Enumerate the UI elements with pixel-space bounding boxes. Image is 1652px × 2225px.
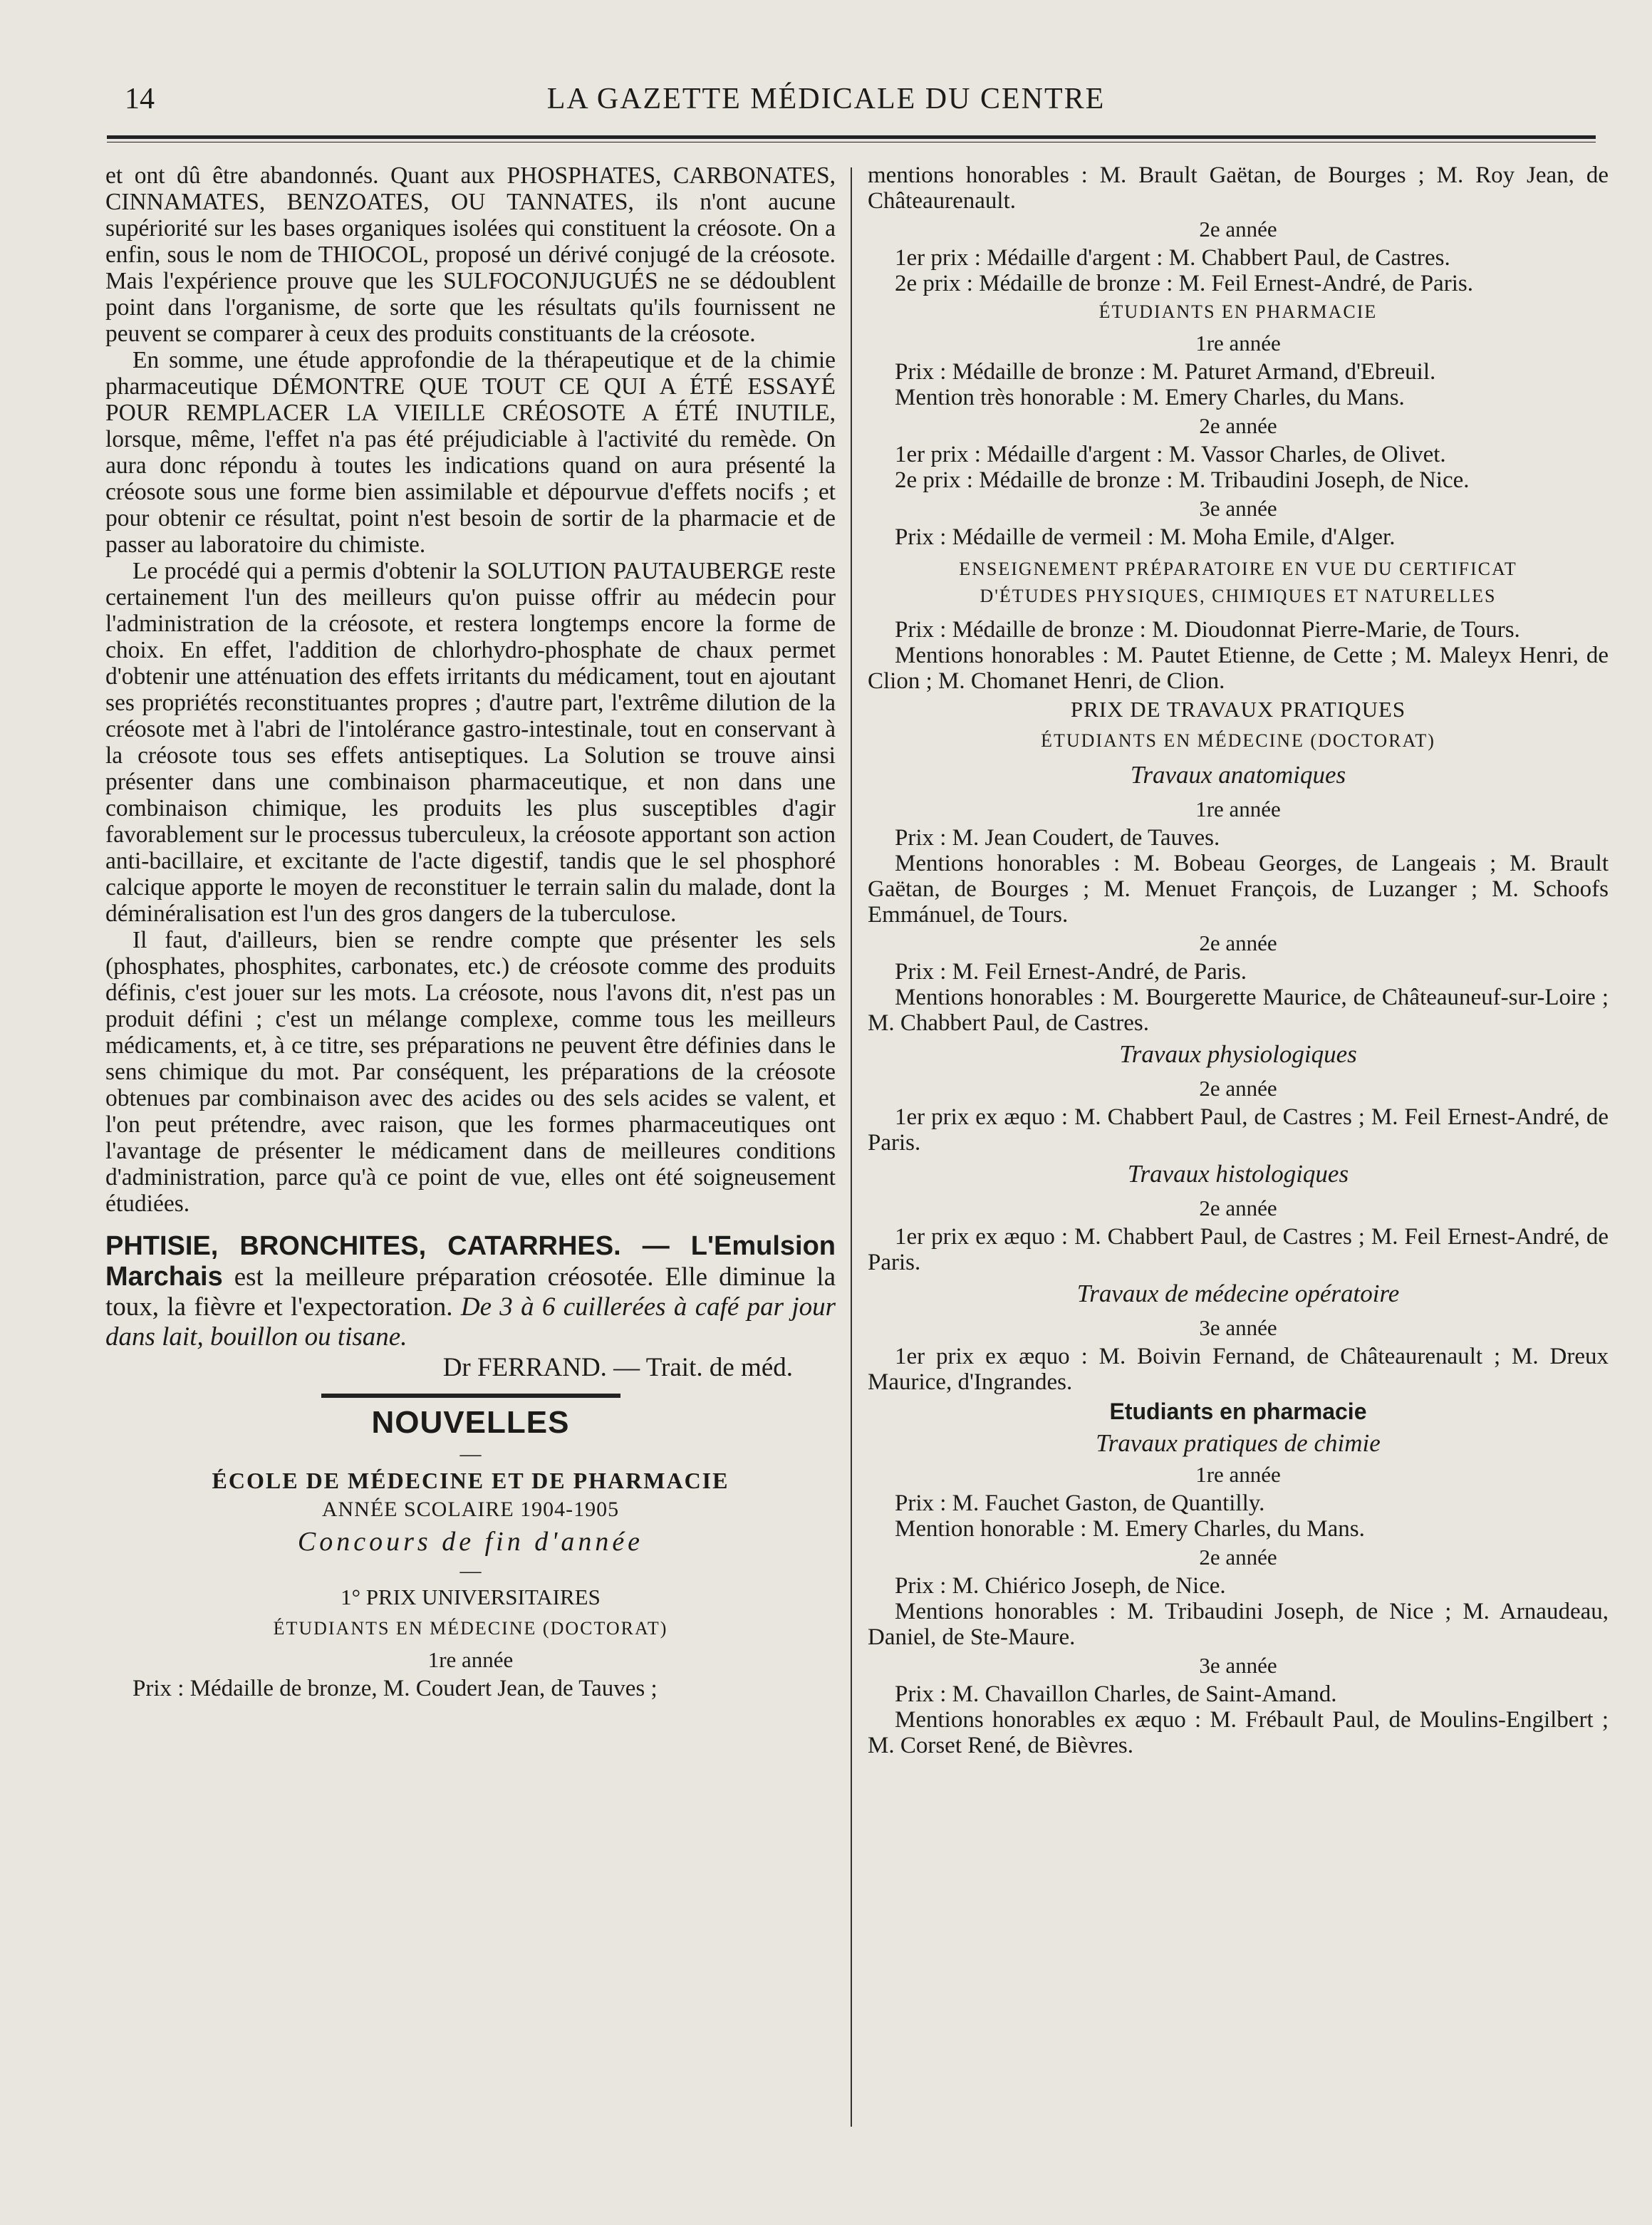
year-heading: 2e année — [1199, 1545, 1277, 1570]
year-heading: 2e année — [1199, 413, 1277, 438]
page-number: 14 — [125, 83, 155, 115]
year-heading: 1re année — [427, 1647, 514, 1672]
prize-entry: 1er prix : Médaille d'argent : M. Vassor Charles, de Olivet. — [895, 442, 1446, 467]
separator-dash: — — [459, 1442, 482, 1466]
year-heading: 2e année — [1199, 1196, 1277, 1220]
prize-entry: 2e prix : Médaille de bronze : M. Feil Ernest-André, de Paris. — [895, 271, 1473, 296]
prize-entry: Prix : Médaille de vermeil : M. Moha Emile, d'Alger. — [895, 524, 1396, 550]
contest-heading: Concours de fin d'année — [297, 1527, 644, 1557]
right-column — [868, 162, 1609, 1758]
prize-entry: Mentions honorables : M. Bobeau Georges, de Langeais ; M. Brault Gaëtan, de Bourges ; M. Menuet François, de Luzanger ; M. Schoofs Emmánuel, de Tours. — [868, 851, 1609, 928]
paragraph-4: Il faut, d'ailleurs, bien se rendre compte que présenter les sels (phosphates, phosphites, carbonates, etc.) de créosote comme des produits définis, c'est jouer sur les mots. La créosote, nous l'avons dit, n'est pas un produit défini ; c'est un mélange complexe, comme tous les meilleurs médicaments, et, à ce titre, ses préparations ne peuvent être définies dans le sens chimique du mot. Par conséquent, les préparations de la créosote obtenues par combinaison avec des acides ou des sels acides se valent, et l'on peut prétendre, avec raison, que les formes pharmaceutiques ont l'avantage de présenter le médicament dans de meilleures conditions d'administration, parce qu'à ce point de vue, elles ont été soigneusement étudiées. — [105, 927, 836, 1217]
prize-entry: Mentions honorables ex æquo : M. Frébault Paul, de Moulins-Engilbert ; M. Corset René, de Bièvres. — [868, 1707, 1609, 1758]
prize-entry: Prix : M. Fauchet Gaston, de Quantilly. — [895, 1490, 1265, 1516]
year-heading: 3e année — [1199, 496, 1277, 521]
prize-entry: 1er prix ex æquo : M. Boivin Fernand, de Châteaurenault ; M. Dreux Maurice, d'Ingrandes. — [868, 1344, 1609, 1395]
prize-entry: 1er prix ex æquo : M. Chabbert Paul, de Castres ; M. Feil Ernest-André, de Paris. — [868, 1224, 1609, 1275]
prize-entry: Prix : Médaille de bronze : M. Dioudonnat Pierre-Marie, de Tours. — [895, 617, 1520, 643]
prize-entry: Mentions honorables : M. Pautet Etienne, de Cette ; M. Maleyx Henri, de Clion ; M. Chomanet Henri, de Clion. — [868, 643, 1609, 694]
paragraph-3: Le procédé qui a permis d'obtenir la SOLUTION PAUTAUBERGE reste certainement l'un des meilleurs qu'on puisse offrir au médecin pour l'administration de la créosote, et restera longtemps encore la forme de choix. En effet, l'addition de chlorhydro-phosphate de chaux permet d'obtenir une atténuation des effets irritants du médicament, tout en ajoutant ses propriétés reconstituantes propres ; d'autre part, l'extrême dilution de la créosote met à l'abri de l'intolérance gastro-intestinale, tout en conservant à la créosote tous ses effets antiseptiques. La Solution se trouve ainsi présenter dans une combinaison pharmaceutique, et non dans une combinaison chimique, les produits les plus susceptibles d'agir favorablement sur le processus tuberculeux, la créosote apportant son action anti-bacillaire, et excitante de l'acte digestif, tandis que le sel phosphoré calcique apporte le moyen de reconstituer le terrain salin du malade, dont la déminéralisation est l'un des gros dangers de la tuberculose. — [105, 558, 836, 927]
prize-entry: Prix : M. Chavaillon Charles, de Saint-Amand. — [895, 1681, 1337, 1707]
ad-headline: PHTISIE, BRONCHITES, CATARRHES. — L'Emulsion Marchais — [105, 1231, 836, 1292]
year-heading: 2e année — [1199, 1076, 1277, 1101]
prize-entry: mentions honorables : M. Brault Gaëtan, de Bourges ; M. Roy Jean, de Châteaurenault. — [868, 162, 1609, 214]
separator-dash-2: — — [459, 1559, 482, 1582]
prize-entry: Mention honorable : M. Emery Charles, du Mans. — [895, 1516, 1365, 1542]
prize-entry: Prix : M. Chiérico Joseph, de Nice. — [895, 1573, 1226, 1599]
prize-entry: Prix : M. Feil Ernest-André, de Paris. — [895, 959, 1247, 985]
paragraph-1: et ont dû être abandonnés. Quant aux PHOSPHATES, CARBONATES, CINNAMATES, BENZOATES, OU TANNATES, ils n'ont aucune supériorité sur les bases organiques isolées qui constituent la créosote. On a enfin, sous le nom de THIOCOL, proposé un dérivé conjugé de la créosote. Mais l'expérience prouve que les SULFOCONJUGUÉS ne se dédoublent point dans l'organisme, de sorte que les résultats qu'ils fournissent ne peuvent se comparer à ceux des produits constituants de la créosote. — [105, 162, 836, 347]
year-heading: 3e année — [1199, 1653, 1277, 1678]
section-heading: Etudiants en pharmacie — [1109, 1399, 1367, 1424]
year-heading: 2e année — [1199, 217, 1277, 242]
subsection-heading: Travaux pratiques de chimie — [1096, 1429, 1381, 1457]
category-heading: ENSEIGNEMENT PRÉPARATOIRE EN VUE DU CERTIFICAT — [959, 559, 1517, 579]
category-heading: ÉTUDIANTS EN MÉDECINE (DOCTORAT) — [273, 1618, 668, 1639]
school-year: ANNÉE SCOLAIRE 1904-1905 — [321, 1498, 620, 1521]
prize-entry: 1er prix ex æquo : M. Chabbert Paul, de Castres ; M. Feil Ernest-André, de Paris. — [868, 1104, 1609, 1156]
header-rule — [107, 135, 1596, 139]
year-heading: 1re année — [1195, 1462, 1281, 1487]
prize-entry: 2e prix : Médaille de bronze : M. Tribaudini Joseph, de Nice. — [895, 467, 1470, 493]
prize-entry: Prix : M. Jean Coudert, de Tauves. — [895, 825, 1220, 851]
year-heading: 2e année — [1199, 930, 1277, 955]
subsection-heading: Travaux de médecine opératoire — [1076, 1280, 1400, 1307]
subsection-heading: Travaux histologiques — [1127, 1160, 1349, 1188]
category-heading: ÉTUDIANTS EN MÉDECINE (DOCTORAT) — [1041, 730, 1435, 751]
ad-text: est la meilleure préparation créosotée. Elle diminue la toux, la fièvre et l'expectoration. — [105, 1262, 836, 1322]
year-heading: 1re année — [1195, 331, 1281, 356]
prize-entry: 1er prix : Médaille d'argent : M. Chabbert Paul, de Castres. — [895, 245, 1450, 271]
section-heading: PRIX DE TRAVAUX PRATIQUES — [1070, 697, 1406, 722]
prize-entry: Mention très honorable : M. Emery Charles, du Mans. — [895, 385, 1405, 410]
prize-entry: Mentions honorables : M. Bourgerette Maurice, de Châteauneuf-sur-Loire ; M. Chabbert Paul, de Castres. — [868, 985, 1609, 1036]
section-heading-nouvelles: NOUVELLES — [371, 1405, 570, 1440]
ad-dosage: De 3 à 6 cuillerées à café par jour dans lait, bouillon ou tisane. — [105, 1292, 836, 1352]
subsection-heading: Travaux physiologiques — [1119, 1040, 1357, 1068]
section-rule — [321, 1394, 620, 1398]
prize-entry: Prix : Médaille de bronze : M. Paturet Armand, d'Ebreuil. — [895, 359, 1436, 385]
category-heading: ÉTUDIANTS EN PHARMACIE — [1098, 301, 1378, 322]
category-heading: D'ÉTUDES PHYSIQUES, CHIMIQUES ET NATURELLES — [980, 586, 1497, 606]
advertisement — [105, 1231, 836, 1352]
prize-heading: 1° PRIX UNIVERSITAIRES — [341, 1585, 601, 1609]
prize-entry: Mentions honorables : M. Tribaudini Joseph, de Nice ; M. Arnaudeau, Daniel, de Ste-Maure. — [868, 1599, 1609, 1650]
subsection-heading: Travaux anatomiques — [1130, 761, 1346, 789]
left-column — [105, 162, 836, 1701]
year-heading: 1re année — [1195, 797, 1281, 821]
paragraph-2: En somme, une étude approfondie de la thérapeutique et de la chimie pharmaceutique DÉMONTRE QUE TOUT CE QUI A ÉTÉ ESSAYÉ POUR REMPLACER LA VIEILLE CRÉOSOTE A ÉTÉ INUTILE, lorsque, même, l'effet n'a pas été préjudiciable à l'activité du remède. On aura donc répondu à toutes les indications quand on aura présenté la créosote sous une forme bien assimilable et dépourvue d'effets nocifs ; et pour obtenir ce résultat, point n'est besoin de sortir de la pharmacie et de passer au laboratoire du chimiste. — [105, 347, 836, 558]
page-title: LA GAZETTE MÉDICALE DU CENTRE — [546, 83, 1106, 115]
school-heading: ÉCOLE DE MÉDECINE ET DE PHARMACIE — [212, 1468, 729, 1493]
column-divider — [851, 167, 852, 2127]
prize-entry: Prix : Médaille de bronze, M. Coudert Jean, de Tauves ; — [133, 1676, 658, 1701]
year-heading: 3e année — [1199, 1315, 1277, 1340]
ad-signature: Dr FERRAND. — Trait. de méd. — [442, 1353, 793, 1382]
